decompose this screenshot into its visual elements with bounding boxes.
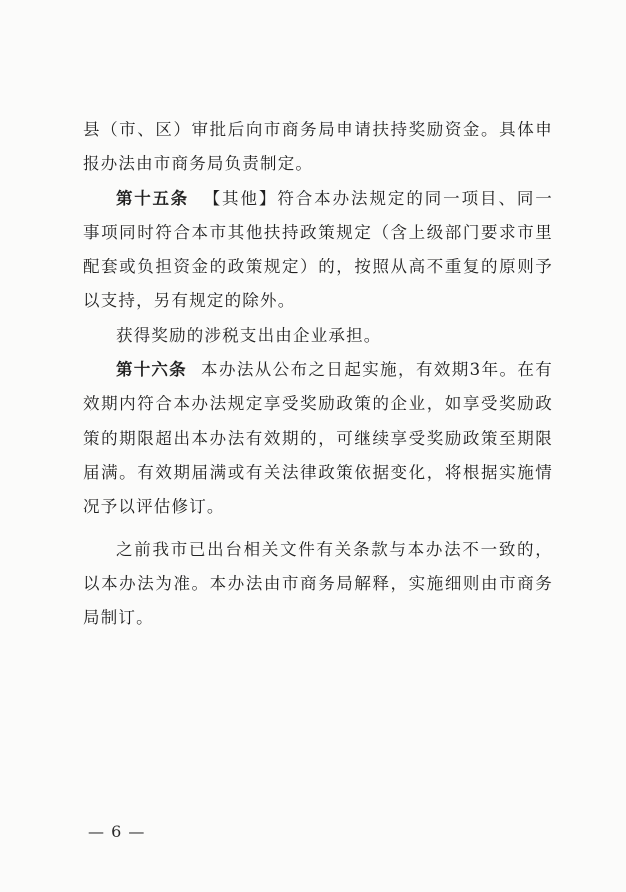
- paragraph-text: 之前我市已出台相关文件有关条款与本办法不一致的，以本办法为准。本办法由市商务局解释，实施细则由市商务局制订。: [83, 539, 553, 628]
- document-body: [83, 113, 553, 635]
- paragraph-text: 县（市、区）审批后向市商务局申请扶持奖励资金。具体申报办法由市商务局负责制定。: [83, 120, 553, 174]
- paragraph-application-procedure: [83, 113, 553, 182]
- paragraph-text: 获得奖励的涉税支出由企业承担。: [116, 325, 382, 345]
- article-15: [83, 182, 553, 319]
- article-16: [83, 353, 553, 524]
- paragraph-precedence: [83, 533, 553, 636]
- page-number: — 6 —: [88, 822, 146, 841]
- article-number: 第十五条: [116, 188, 189, 208]
- article-number: 第十六条: [116, 360, 187, 380]
- paragraph-tax-expense: [83, 319, 553, 353]
- article-text: 本办法从公布之日起实施，有效期3年。在有效期内符合本办法规定享受奖励政策的企业，如享受奖励政策的期限超出本办法有效期的，可继续享受奖励政策至期限届满。有效期届满或有关法律政策依据变化，将根据实施情况予以评估修订。: [83, 360, 554, 517]
- article-text: 【其他】符合本办法规定的同一项目、同一事项同时符合本市其他扶持政策规定（含上级部门要求市里配套或负担资金的政策规定）的，按照从高不重复的原则予以支持，另有规定的除外。: [83, 188, 553, 311]
